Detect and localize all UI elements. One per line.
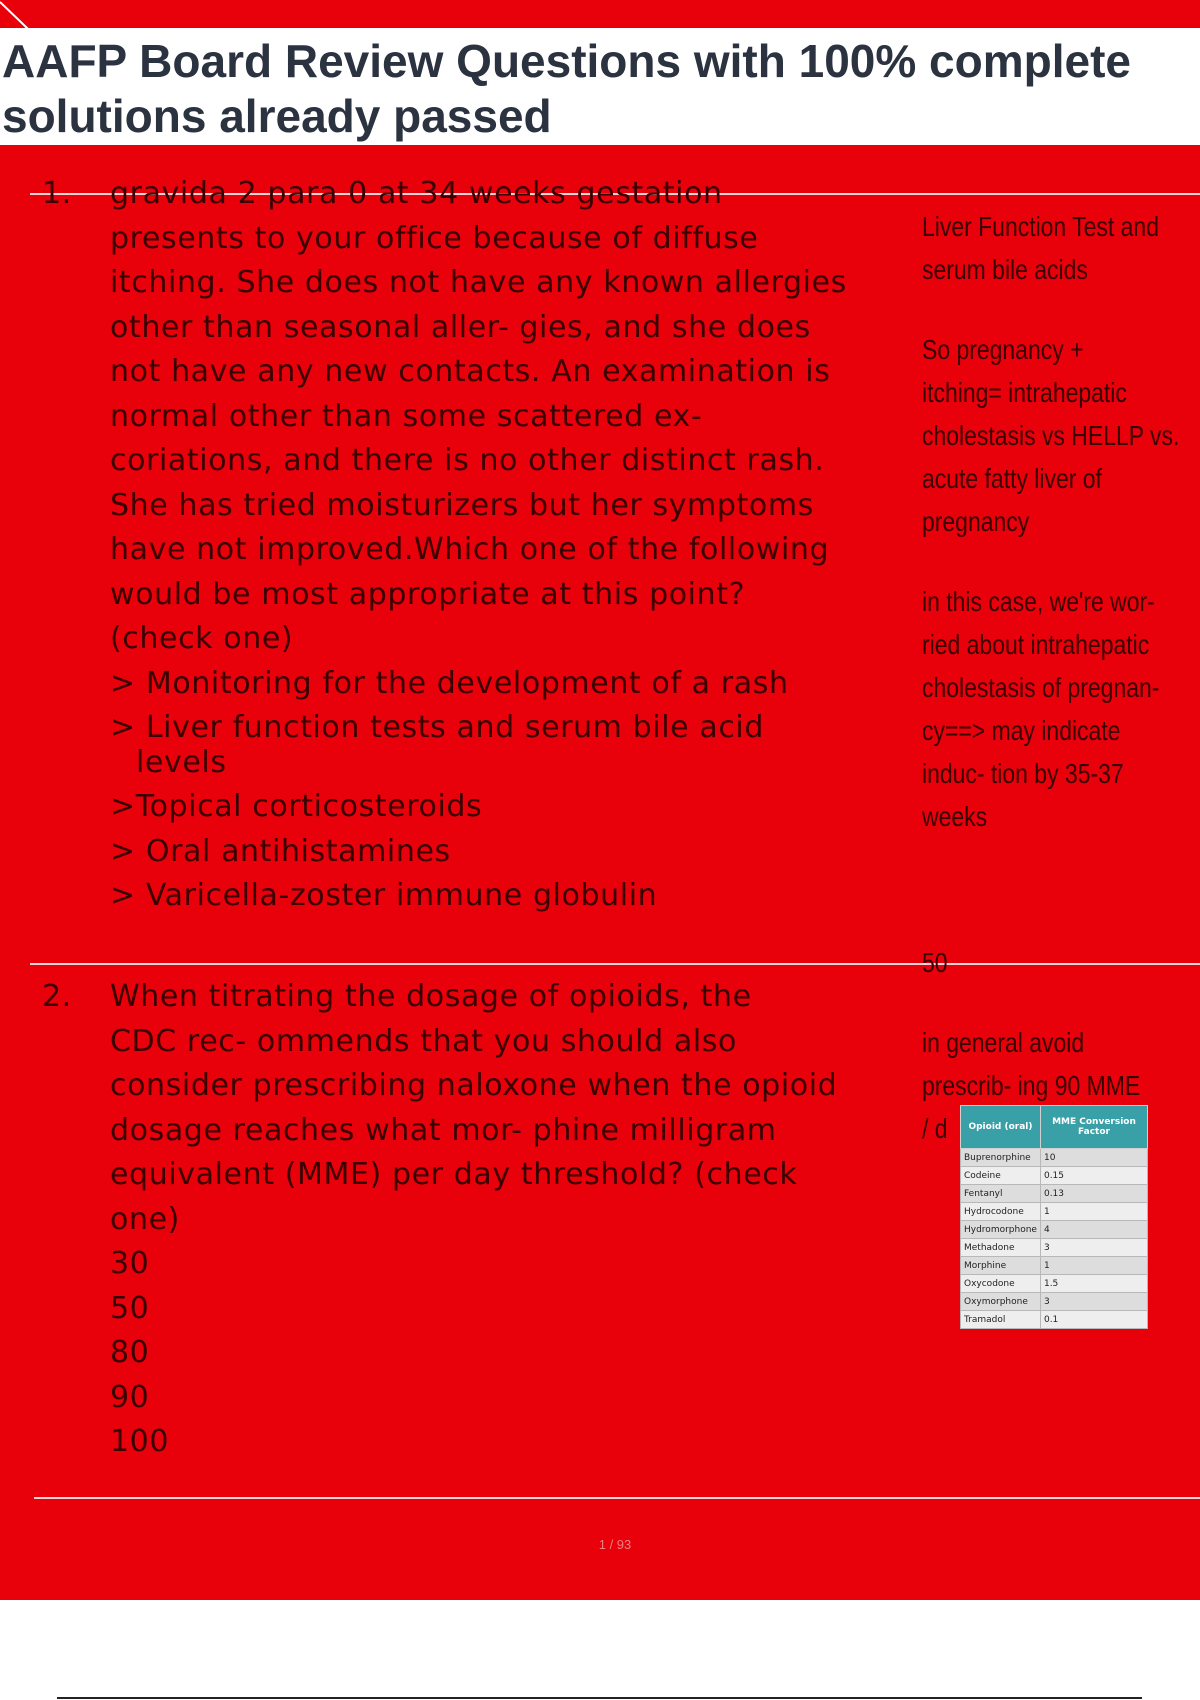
table-row xyxy=(961,1275,1148,1293)
top-red-band xyxy=(0,0,1200,28)
question-line: itching. She does not have any known allergies xyxy=(110,265,847,300)
answer-line: cy==> may indicate xyxy=(922,715,1121,746)
answer-line: in general avoid xyxy=(922,1027,1085,1058)
question-line: CDC rec- ommends that you should also xyxy=(110,1023,737,1059)
answer-line: cholestasis vs HELLP vs. xyxy=(922,420,1180,451)
table-header-row xyxy=(961,1106,1148,1149)
table-cell: 1 xyxy=(1040,1257,1147,1275)
answer-option: 80 xyxy=(110,1335,150,1370)
question-line: She has tried moisturizers but her symptoms xyxy=(110,487,814,523)
table-cell: 3 xyxy=(1040,1239,1147,1257)
question-line: presents to your office because of diffuse xyxy=(110,220,759,256)
answer-line: 50 xyxy=(922,947,948,978)
table-row xyxy=(961,1167,1148,1185)
question-line: equivalent (MME) per day threshold? (check xyxy=(110,1157,798,1192)
answer-line: ried about intrahepatic xyxy=(922,629,1150,660)
question-line: gravida 2 para 0 at 34 weeks gestation xyxy=(110,176,723,211)
answer-1 xyxy=(922,205,1180,838)
column-header: Opioid (oral) xyxy=(961,1106,1041,1149)
question-number: 1. xyxy=(42,176,72,211)
table-cell: Tramadol xyxy=(961,1311,1041,1329)
answer-option: 30 xyxy=(110,1246,150,1281)
question-body xyxy=(110,172,910,919)
answer-option: 50 xyxy=(110,1290,150,1326)
table-row xyxy=(961,1203,1148,1221)
column-header: MME Conversion Factor xyxy=(1040,1106,1147,1149)
answer-option: > Liver function tests and serum bile acid xyxy=(110,710,764,745)
answer-line: weeks xyxy=(922,801,988,832)
table-cell: 4 xyxy=(1040,1221,1147,1239)
question-body xyxy=(110,975,910,1465)
answer-line: Liver Function Test and xyxy=(922,211,1159,242)
question-number: 2. xyxy=(42,979,72,1014)
table-cell: Methadone xyxy=(961,1239,1041,1257)
table-cell: 0.13 xyxy=(1040,1185,1147,1203)
table-row xyxy=(961,1311,1148,1329)
question-line: other than seasonal aller- gies, and she does xyxy=(110,309,811,345)
answer-line: itching= intrahepatic xyxy=(922,377,1127,408)
page-number: 1 / 93 xyxy=(598,1537,632,1552)
question-line: (check one) xyxy=(110,621,294,656)
table-cell: Hydrocodone xyxy=(961,1203,1041,1221)
answer-option: 90 xyxy=(110,1379,150,1415)
question-line: have not improved.Which one of the following xyxy=(110,532,830,567)
table-cell: 0.1 xyxy=(1040,1311,1147,1329)
question-line: not have any new contacts. An examination is xyxy=(110,354,831,389)
answer-line: So pregnancy + xyxy=(922,334,1084,365)
answer-option: >Topical corticosteroids xyxy=(110,789,483,824)
question-line: would be most appropriate at this point? xyxy=(110,576,746,612)
table-cell: 10 xyxy=(1040,1149,1147,1167)
table-cell: Oxymorphone xyxy=(961,1293,1041,1311)
table-row xyxy=(961,1185,1148,1203)
table-cell: Buprenorphine xyxy=(961,1149,1041,1167)
document-page xyxy=(0,145,1200,1600)
answer-line: / d xyxy=(922,1113,948,1144)
question-line: coriations, and there is no other distinct rash. xyxy=(110,443,825,478)
bottom-divider xyxy=(57,1697,1142,1699)
question-line: consider prescribing naloxone when the opioid xyxy=(110,1068,838,1103)
question-divider xyxy=(34,1497,1200,1499)
answer-option: > Varicella-zoster immune globulin xyxy=(110,878,658,913)
answer-line: in this case, we're wor- xyxy=(922,586,1155,617)
table-row xyxy=(961,1221,1148,1239)
answer-option-continuation: levels xyxy=(136,744,227,780)
table-cell: Codeine xyxy=(961,1167,1041,1185)
answer-line: prescrib- ing 90 MME xyxy=(922,1070,1141,1101)
answer-option: 100 xyxy=(110,1424,170,1459)
answer-line: cholestasis of pregnan- xyxy=(922,672,1160,703)
question-line: dosage reaches what mor- phine milligram xyxy=(110,1112,777,1148)
question-line: one) xyxy=(110,1201,180,1237)
table-cell: 1.5 xyxy=(1040,1275,1147,1293)
answer-option: > Monitoring for the development of a rash xyxy=(110,665,789,701)
table-row xyxy=(961,1257,1148,1275)
table-row xyxy=(961,1149,1148,1167)
table-cell: Oxycodone xyxy=(961,1275,1041,1293)
question-line: When titrating the dosage of opioids, the xyxy=(110,979,752,1014)
document-title: AAFP Board Review Questions with 100% complete solutions already passed xyxy=(2,35,1131,142)
table-row xyxy=(961,1239,1148,1257)
answer-line: acute fatty liver of xyxy=(922,463,1102,494)
table-row xyxy=(961,1293,1148,1311)
answer-option: > Oral antihistamines xyxy=(110,833,451,869)
table-cell: 3 xyxy=(1040,1293,1147,1311)
answer-line: induc- tion by 35-37 xyxy=(922,758,1124,789)
mme-conversion-table xyxy=(960,1105,1148,1329)
table-cell: 1 xyxy=(1040,1203,1147,1221)
table-cell: Morphine xyxy=(961,1257,1041,1275)
table-cell: Hydromorphone xyxy=(961,1221,1041,1239)
table-cell: 0.15 xyxy=(1040,1167,1147,1185)
answer-line: serum bile acids xyxy=(922,254,1088,285)
answer-line: pregnancy xyxy=(922,506,1030,537)
question-line: normal other than some scattered ex- xyxy=(110,398,703,434)
table-cell: Fentanyl xyxy=(961,1185,1041,1203)
